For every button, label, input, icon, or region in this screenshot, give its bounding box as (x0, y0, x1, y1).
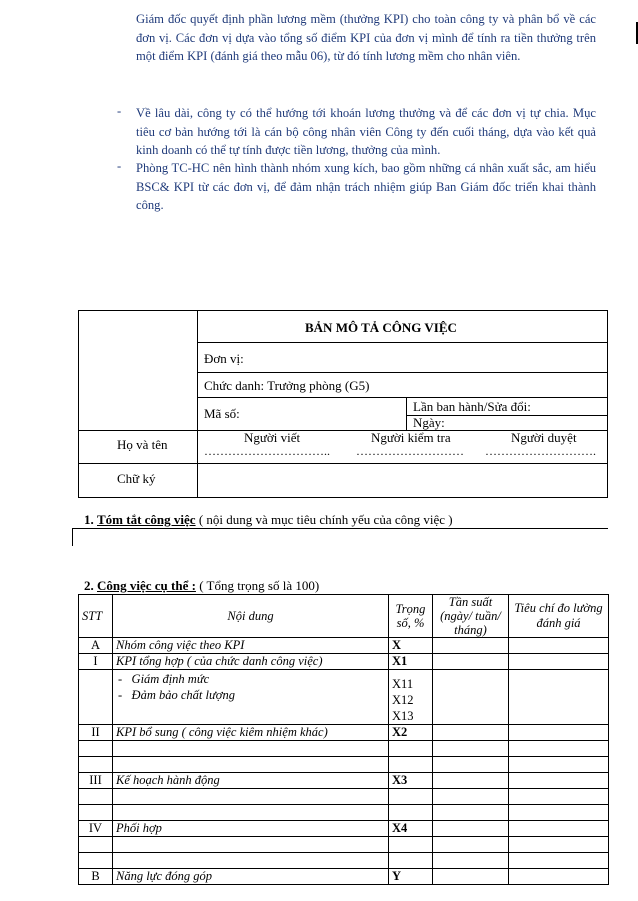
row-iv-weight: X4 (389, 821, 433, 837)
header-stt: STT (79, 595, 113, 638)
row-b-freq (433, 869, 509, 885)
row-iii-weight: X3 (389, 773, 433, 789)
intro-bullet-2: Phòng TC-HC nên hình thành nhóm xung kích, bao gồm những cá nhân xuất sắc, am hiểu BSC& KPI từ các đơn vị, để đảm nhận trách nhiệm giúp Ban Giám đốc triển khai thành công. (136, 161, 596, 213)
jd-chuc-danh: Chức danh: Trưởng phòng (G5) (204, 378, 370, 393)
row-b-content: Năng lực đóng góp (113, 869, 389, 885)
table-row (79, 741, 609, 757)
row-a-freq (433, 638, 509, 654)
table-row (79, 805, 609, 821)
table-row (79, 837, 609, 853)
job-description-box (78, 310, 608, 498)
row-iv-content: Phối hợp (113, 821, 389, 837)
row-ii-weight: X2 (389, 725, 433, 741)
bullet-dash-2: - (117, 159, 122, 173)
table-row (79, 821, 609, 837)
row-ii-content: KPI bổ sung ( công việc kiêm nhiệm khác) (113, 725, 389, 741)
row-a-stt: A (79, 638, 113, 654)
table-row (79, 853, 609, 869)
table-row (79, 773, 609, 789)
row-a-weight: X (389, 638, 433, 654)
jd-dots-3: ………………………. (485, 444, 596, 458)
jd-dots-1: ………………………….. (204, 444, 330, 458)
section-1-note: ( nội dung và mục tiêu chính yếu của công việc ) (195, 512, 453, 527)
row-i-sub-criteria (509, 670, 609, 725)
jd-ho-va-ten: Họ và tên (117, 437, 168, 452)
row-iv-freq (433, 821, 509, 837)
row-i-sub-weight (389, 670, 433, 725)
row-iii-content: Kế hoạch hành động (113, 773, 389, 789)
row-a-criteria (509, 638, 609, 654)
table-row (79, 869, 609, 885)
header-trong-so: Trọng số, % (389, 595, 433, 638)
weight-x13: X13 (392, 709, 414, 723)
section-2-number: 2. (84, 578, 94, 593)
jd-don-vi: Đơn vị: (204, 351, 244, 366)
row-b-stt: B (79, 869, 113, 885)
row-b-weight: Y (389, 869, 433, 885)
jd-nguoi-kiem-tra: Người kiểm tra (371, 430, 451, 445)
section-1-title: Tóm tắt công việc (97, 512, 196, 527)
table-row (79, 670, 609, 725)
row-ii-stt: II (79, 725, 113, 741)
row-i-weight: X1 (389, 654, 433, 670)
jd-dots-2: ……………………… (356, 444, 464, 458)
row-i-sub-content (113, 670, 389, 725)
table-row (79, 654, 609, 670)
row-i-content: KPI tổng hợp ( của chức danh công việc) (113, 654, 389, 670)
row-iii-freq (433, 773, 509, 789)
table-row (79, 757, 609, 773)
jd-nguoi-viet: Người viết (244, 430, 301, 445)
jd-lan-ban-hanh: Lần ban hành/Sửa đổi: (413, 399, 531, 414)
jd-chu-ky: Chữ ký (117, 471, 156, 486)
row-ii-criteria (509, 725, 609, 741)
section-2-title: Công việc cụ thể : (97, 578, 196, 593)
bullet-dash-1: - (117, 104, 122, 118)
row-i-sub-freq (433, 670, 509, 725)
weight-x11: X11 (392, 677, 414, 691)
table-row (79, 638, 609, 654)
intro-bullet-1: Về lâu dài, công ty có thể hướng tới khoán lương thưởng và để các đơn vị tự chia. Mục tiêu cơ bản hướng tới là cán bộ công nhân viên Công ty đến cuối tháng, dựa vào kết quả kinh doanh có thể tự tính được tiền lương, thưởng của mình. (136, 106, 596, 158)
row-iv-criteria (509, 821, 609, 837)
header-noi-dung: Nội dung (113, 595, 389, 638)
row-i-sub1-dash: - (118, 672, 123, 686)
table-row (79, 789, 609, 805)
row-iii-criteria (509, 773, 609, 789)
row-iii-stt: III (79, 773, 113, 789)
row-i-freq (433, 654, 509, 670)
header-tan-suat: Tần suất (ngày/ tuần/ tháng) (433, 595, 509, 638)
weight-x12: X12 (392, 693, 414, 707)
work-table (78, 594, 609, 885)
section-2-note: ( Tổng trọng số là 100) (195, 578, 320, 593)
section-2-heading (84, 578, 319, 594)
row-i-stt: I (79, 654, 113, 670)
table-row (79, 725, 609, 741)
row-iv-stt: IV (79, 821, 113, 837)
table-header-row (79, 595, 609, 638)
jd-nguoi-duyet: Người duyệt (511, 430, 577, 445)
row-ii-freq (433, 725, 509, 741)
section-1-number: 1. (84, 512, 94, 527)
jd-ma-so: Mã số: (204, 406, 240, 421)
row-i-sub1-label: Giám định mức (131, 672, 210, 686)
intro-paragraph: Giám đốc quyết định phần lương mềm (thưởng KPI) cho toàn công ty và phân bổ về các đơn vị. Các đơn vị dựa vào tổng số điểm KPI của đơn vị mình để tính ra tiền thưởng trên một điểm KPI (đánh giá theo mẫu 06), từ đó tính lương mềm cho nhân viên. (136, 12, 596, 64)
header-tieu-chi: Tiêu chí đo lường đánh giá (509, 595, 609, 638)
jd-title: BẢN MÔ TẢ CÔNG VIỆC (305, 320, 457, 335)
row-b-criteria (509, 869, 609, 885)
row-i-sub-stt (79, 670, 113, 725)
jd-ngay: Ngày: (413, 415, 445, 430)
section-1-rule (72, 528, 608, 529)
row-i-sub2-dash: - (118, 688, 123, 702)
section-1-tick (72, 528, 73, 546)
row-i-criteria (509, 654, 609, 670)
section-1-heading (84, 512, 453, 528)
row-i-sub2-label: Đảm bảo chất lượng (131, 688, 235, 702)
row-a-content: Nhóm công việc theo KPI (113, 638, 389, 654)
